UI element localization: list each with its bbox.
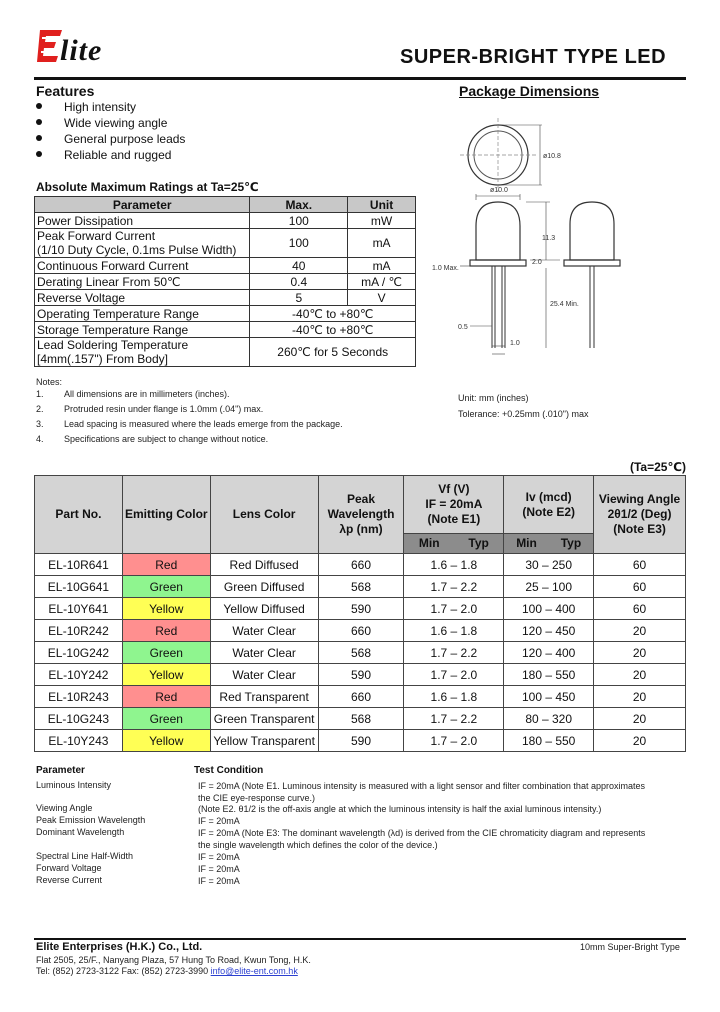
cell-lens: Yellow Transparent [210,730,318,752]
led-flange [470,260,526,266]
cell-part: EL-10Y243 [35,730,123,752]
cell-emit: Red [122,686,210,708]
cell-lens: Water Clear [210,642,318,664]
condition-param: Forward Voltage [36,863,102,873]
cell-lens: Green Diffused [210,576,318,598]
led-body-side [570,202,614,260]
table-header: Unit [348,197,416,213]
cell-emit: Green [122,708,210,730]
company-contact: Tel: (852) 2723-3122 Fax: (852) 2723-3990 info@elite-ent.com.hk [36,966,298,976]
table-header: Max. [250,197,348,213]
table-row [35,664,686,686]
spec-table [34,475,686,752]
features-heading: Features [36,83,95,99]
cell-iv: 30 – 250 [504,554,594,576]
cell-peak: 590 [318,730,404,752]
footer-divider [34,938,686,940]
bullet-icon [36,135,42,141]
notes: Notes: 1. All dimensions are in millimeters (inches). 2. Protruded resin under flange is 1.0mm (.04") max. 3. Lead spacing is measured where the leads emerge from the package. 4. Specifications are subject to change without notice. [36,377,343,449]
condition-text: IF = 20mA (Note E1. Luminous intensity is measured with a light sensor and filter combination that approximates the CIE eye-response curve.) [198,781,645,803]
cell-peak: 660 [318,686,404,708]
cell-part: EL-10G641 [35,576,123,598]
cell-iv: 180 – 550 [504,664,594,686]
cell-part: EL-10R242 [35,620,123,642]
condition-param: Peak Emission Wavelength [36,815,146,825]
unit-info: Unit: mm (inches) Tolerance: +0.25mm (.010") max [458,393,589,419]
cell-part: EL-10R243 [35,686,123,708]
table-header: Parameter [35,197,250,213]
table-row: Operating Temperature Range -40℃ to +80℃ [35,306,416,322]
dim-label: 11.3 [542,235,556,242]
cell-vf: 1.7 – 2.0 [404,664,504,686]
table-row [35,686,686,708]
condition-param: Viewing Angle [36,803,93,813]
cell-peak: 660 [318,554,404,576]
condition-heading: Test Condition [194,765,264,776]
param-heading: Parameter [36,765,85,776]
cell-emit: Yellow [122,598,210,620]
cell-peak: 590 [318,598,404,620]
email-link[interactable]: info@elite-ent.com.hk [210,966,298,976]
table-row [35,598,686,620]
note-item: 1. All dimensions are in millimeters (inches). [36,389,230,399]
cell-peak: 590 [318,664,404,686]
cell-angle: 20 [594,664,686,686]
company-name: Elite Enterprises (H.K.) Co., Ltd. [36,941,203,953]
dim-label: 1.0 [510,340,520,347]
bullet-icon [36,103,42,109]
cell-angle: 20 [594,642,686,664]
cell-angle: 60 [594,576,686,598]
condition-param: Reverse Current [36,875,103,885]
table-header: Vf (V) IF = 20mA (Note E1) [404,476,504,534]
cell-vf: 1.7 – 2.0 [404,598,504,620]
dim-label: 2.0 [532,259,542,266]
cell-vf: 1.6 – 1.8 [404,686,504,708]
condition-text: IF = 20mA (Note E3: The dominant wavelength (λd) is derived from the CIE chromaticity diagram and represents the single wavelength which defines the color of the device.) [198,828,646,850]
cell-vf: 1.6 – 1.8 [404,554,504,576]
cell-vf: 1.6 – 1.8 [404,620,504,642]
cell-iv: 25 – 100 [504,576,594,598]
condition-param: Spectral Line Half-Width [36,851,134,861]
table-row [35,730,686,752]
table-row [35,708,686,730]
cell-part: EL-10R641 [35,554,123,576]
cell-emit: Red [122,620,210,642]
condition-text: IF = 20mA [198,816,240,826]
table-row: Derating Linear From 50℃ 0.4 mA / ℃ [35,274,416,290]
cell-part: EL-10Y242 [35,664,123,686]
cell-vf: 1.7 – 2.0 [404,730,504,752]
amr-heading: Absolute Maximum Ratings at Ta=25℃ [36,180,259,194]
ta-note: (Ta=25℃) [630,460,686,474]
cell-part: EL-10G243 [35,708,123,730]
table-header: Iv (mcd) (Note E2) [504,476,594,534]
cell-angle: 20 [594,730,686,752]
table-row: Power Dissipation 100 mW [35,213,416,229]
cell-emit: Green [122,642,210,664]
cell-emit: Yellow [122,664,210,686]
note-item: 4. Specifications are subject to change without notice. [36,434,269,444]
table-header: Part No. [35,476,123,554]
condition-text: IF = 20mA [198,864,240,874]
table-header: Peak Wavelength λp (nm) [318,476,404,554]
table-row: Lead Soldering Temperature [4mm(.157") From Body] 260℃ for 5 Seconds [35,338,416,367]
condition-text: IF = 20mA [198,876,240,886]
condition-text: (Note E2. θ1/2 is the off-axis angle at which the luminous intensity is half the axial luminous intensity.) [198,804,602,814]
cell-vf: 1.7 – 2.2 [404,642,504,664]
cell-peak: 568 [318,708,404,730]
table-row: Peak Forward Current (1/10 Duty Cycle, 0.1ms Pulse Width) 100 mA [35,229,416,258]
table-subheader: Min Typ [404,534,504,554]
cell-emit: Green [122,576,210,598]
table-row [35,554,686,576]
feature-item: General purpose leads [36,132,185,146]
cell-iv: 120 – 400 [504,642,594,664]
table-row [35,642,686,664]
note-item: 3. Lead spacing is measured where the leads emerge from the package. [36,419,343,429]
feature-item: Reliable and rugged [36,148,171,162]
cell-iv: 120 – 450 [504,620,594,642]
dim-label: ø10.8 [543,153,561,160]
bullet-icon [36,151,42,157]
cell-iv: 100 – 450 [504,686,594,708]
cell-angle: 20 [594,620,686,642]
cell-emit: Yellow [122,730,210,752]
cell-lens: Green Transparent [210,708,318,730]
cell-emit: Red [122,554,210,576]
cell-lens: Yellow Diffused [210,598,318,620]
dim-label: 0.5 [458,324,468,331]
package-drawing [430,110,680,370]
product-name: 10mm Super-Bright Type [580,942,680,952]
cell-lens: Water Clear [210,664,318,686]
package-heading: Package Dimensions [459,83,600,99]
cell-lens: Red Diffused [210,554,318,576]
condition-text: IF = 20mA [198,852,240,862]
table-header-row [35,476,686,534]
cell-angle: 20 [594,686,686,708]
condition-param: Luminous Intensity [36,780,112,790]
company-address: Flat 2505, 25/F., Nanyang Plaza, 57 Hung To Road, Kwun Tong, H.K. [36,955,311,965]
cell-iv: 100 – 400 [504,598,594,620]
page-title: SUPER-BRIGHT TYPE LED [400,46,667,68]
table-header: Emitting Color [122,476,210,554]
feature-item: Wide viewing angle [36,116,167,130]
cell-iv: 180 – 550 [504,730,594,752]
table-row: Storage Temperature Range -40℃ to +80℃ [35,322,416,338]
bullet-icon [36,119,42,125]
dim-label: 1.0 Max. [432,265,459,272]
cell-iv: 80 – 320 [504,708,594,730]
cell-angle: 60 [594,554,686,576]
table-row [35,576,686,598]
cell-peak: 660 [318,620,404,642]
cell-vf: 1.7 – 2.2 [404,576,504,598]
feature-item: High intensity [36,100,136,114]
table-subheader: Min Typ [504,534,594,554]
cell-angle: 20 [594,708,686,730]
cell-peak: 568 [318,642,404,664]
dim-label: ø10.0 [490,187,508,194]
amr-table [34,196,416,367]
table-row [35,620,686,642]
cell-lens: Red Transparent [210,686,318,708]
table-header: Lens Color [210,476,318,554]
table-row: Reverse Voltage 5 V [35,290,416,306]
dim-label: 25.4 Min. [550,301,579,308]
cell-angle: 60 [594,598,686,620]
cell-part: EL-10G242 [35,642,123,664]
cell-peak: 568 [318,576,404,598]
table-header: Viewing Angle 2θ1/2 (Deg) (Note E3) [594,476,686,554]
logo-text: lite [60,34,103,67]
cell-lens: Water Clear [210,620,318,642]
table-header-row [35,197,416,213]
table-row: Continuous Forward Current 40 mA [35,258,416,274]
note-item: 2. Protruded resin under flange is 1.0mm (.04") max. [36,404,264,414]
cell-vf: 1.7 – 2.2 [404,708,504,730]
condition-param: Dominant Wavelength [36,827,125,837]
cell-part: EL-10Y641 [35,598,123,620]
led-body [476,202,520,260]
header-divider [34,77,686,80]
